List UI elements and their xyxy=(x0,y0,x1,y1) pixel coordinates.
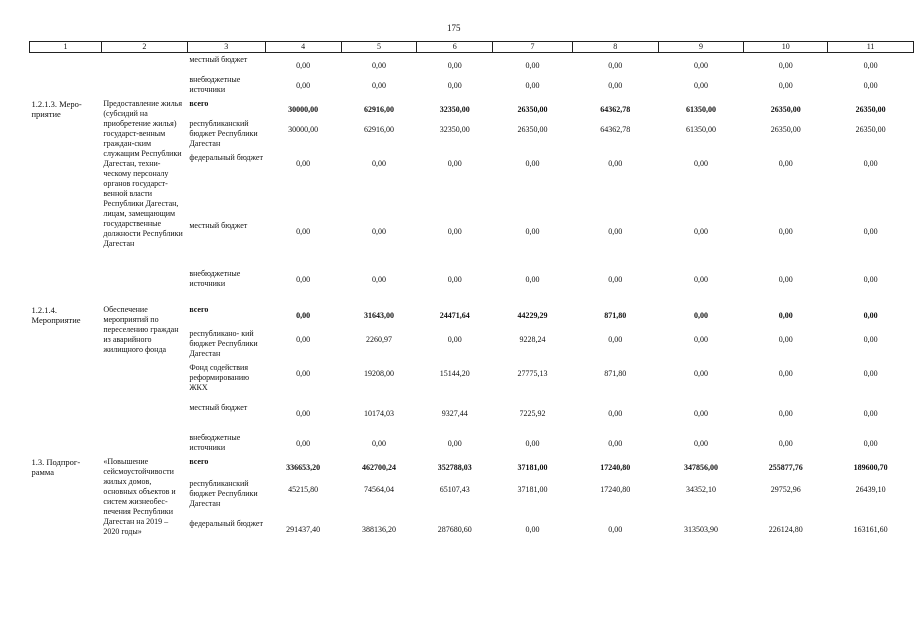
amount-cell: 0,00 xyxy=(778,335,793,344)
funding-source-cell: республиканский бюджет Республики Дагестан xyxy=(189,479,258,508)
amount-cell: 0,00 xyxy=(447,335,462,344)
funding-source-cell: всего xyxy=(189,305,209,314)
item-title-cell: Обеспечение мероприятий по переселению граждан из аварийного жилищного фонда xyxy=(103,305,179,354)
amount-cell: 30000,00 xyxy=(288,125,319,134)
amount-cell: 336653,20 xyxy=(286,463,321,472)
amount-cell: 37181,00 xyxy=(517,463,548,472)
amount-cell: 9327,44 xyxy=(441,409,468,418)
funding-source-cell: федеральный бюджет xyxy=(189,519,263,528)
amount-cell: 347856,00 xyxy=(684,463,719,472)
table-body xyxy=(30,53,914,548)
item-code-cell: 1.2.1.3. Меро-приятие xyxy=(31,99,82,119)
table-row xyxy=(30,455,914,477)
amount-cell: 0,00 xyxy=(694,409,709,418)
amount-cell: 0,00 xyxy=(778,81,793,90)
amount-cell: 26350,00 xyxy=(517,105,548,114)
amount-cell: 61350,00 xyxy=(686,105,717,114)
amount-cell: 0,00 xyxy=(525,61,540,70)
amount-cell: 26350,00 xyxy=(855,125,886,134)
amount-cell: 0,00 xyxy=(608,159,623,168)
amount-cell: 29752,96 xyxy=(770,485,801,494)
amount-cell: 0,00 xyxy=(694,335,709,344)
amount-cell: 0,00 xyxy=(778,439,793,448)
amount-cell: 0,00 xyxy=(447,159,462,168)
amount-cell: 226124,80 xyxy=(768,525,803,534)
amount-cell: 0,00 xyxy=(778,61,793,70)
amount-cell: 313503,90 xyxy=(684,525,719,534)
amount-cell: 0,00 xyxy=(296,61,311,70)
item-title-cell: «Повышение сейсмоустойчивости жилых домов, основных объектов и систем жизнеобес-печения Республики Дагестан на 2019 – 2020 годы» xyxy=(103,457,176,536)
amount-cell: 0,00 xyxy=(371,275,386,284)
funding-source-cell: федеральный бюджет xyxy=(189,153,263,162)
amount-cell: 0,00 xyxy=(371,159,386,168)
amount-cell: 0,00 xyxy=(296,227,311,236)
amount-cell: 0,00 xyxy=(863,311,878,320)
amount-cell: 0,00 xyxy=(778,275,793,284)
amount-cell: 9228,24 xyxy=(519,335,546,344)
amount-cell: 0,00 xyxy=(608,227,623,236)
item-title-cell xyxy=(101,53,187,98)
amount-cell: 0,00 xyxy=(525,227,540,236)
amount-cell: 0,00 xyxy=(694,275,709,284)
amount-cell: 32350,00 xyxy=(439,125,470,134)
amount-cell: 0,00 xyxy=(525,81,540,90)
amount-cell: 37181,00 xyxy=(517,485,548,494)
col-header-10: 10 xyxy=(744,42,828,53)
col-header-8: 8 xyxy=(572,42,658,53)
funding-source-cell: республикано- кий бюджет Республики Дагестан xyxy=(189,329,258,358)
amount-cell: 0,00 xyxy=(863,409,878,418)
funding-source-cell: Фонд содействия реформированию ЖКХ xyxy=(189,363,250,392)
amount-cell: 0,00 xyxy=(296,409,311,418)
amount-cell: 26350,00 xyxy=(770,125,801,134)
amount-cell: 0,00 xyxy=(371,227,386,236)
amount-cell: 0,00 xyxy=(608,335,623,344)
amount-cell: 0,00 xyxy=(608,439,623,448)
amount-cell: 0,00 xyxy=(525,159,540,168)
funding-source-cell: всего xyxy=(189,457,209,466)
table-row xyxy=(30,303,914,327)
col-header-5: 5 xyxy=(341,42,417,53)
amount-cell: 871,80 xyxy=(604,369,627,378)
budget-table xyxy=(29,41,914,547)
amount-cell: 189600,70 xyxy=(853,463,888,472)
amount-cell: 0,00 xyxy=(863,227,878,236)
col-header-1: 1 xyxy=(30,42,102,53)
amount-cell: 15144,20 xyxy=(439,369,470,378)
amount-cell: 0,00 xyxy=(694,311,709,320)
amount-cell: 0,00 xyxy=(863,81,878,90)
amount-cell: 0,00 xyxy=(296,335,311,344)
amount-cell: 0,00 xyxy=(778,159,793,168)
col-header-9: 9 xyxy=(658,42,744,53)
table-row xyxy=(30,97,914,117)
amount-cell: 27775,13 xyxy=(517,369,548,378)
amount-cell: 0,00 xyxy=(447,61,462,70)
amount-cell: 0,00 xyxy=(296,81,311,90)
amount-cell: 26439,10 xyxy=(855,485,886,494)
amount-cell: 0,00 xyxy=(371,81,386,90)
amount-cell: 388136,20 xyxy=(361,525,396,534)
amount-cell: 0,00 xyxy=(608,525,623,534)
amount-cell: 26350,00 xyxy=(855,105,886,114)
amount-cell: 10174,03 xyxy=(363,409,394,418)
amount-cell: 32350,00 xyxy=(439,105,470,114)
amount-cell: 74564,04 xyxy=(363,485,394,494)
amount-cell: 26350,00 xyxy=(517,125,548,134)
amount-cell: 0,00 xyxy=(371,61,386,70)
amount-cell: 871,80 xyxy=(604,311,627,320)
amount-cell: 61350,00 xyxy=(686,125,717,134)
amount-cell: 0,00 xyxy=(447,439,462,448)
item-code-cell xyxy=(30,53,102,98)
amount-cell: 0,00 xyxy=(694,159,709,168)
amount-cell: 0,00 xyxy=(863,275,878,284)
amount-cell: 30000,00 xyxy=(288,105,319,114)
amount-cell: 17240,80 xyxy=(600,485,631,494)
amount-cell: 2260,97 xyxy=(365,335,392,344)
amount-cell: 65107,43 xyxy=(439,485,470,494)
column-number-header xyxy=(30,42,914,53)
amount-cell: 0,00 xyxy=(525,525,540,534)
funding-source-cell: внебюджетные источники xyxy=(189,433,241,452)
funding-source-cell: местный бюджет xyxy=(189,221,248,230)
amount-cell: 45215,80 xyxy=(288,485,319,494)
amount-cell: 0,00 xyxy=(296,275,311,284)
amount-cell: 0,00 xyxy=(296,311,311,320)
amount-cell: 0,00 xyxy=(863,439,878,448)
amount-cell: 0,00 xyxy=(608,409,623,418)
amount-cell: 0,00 xyxy=(778,409,793,418)
amount-cell: 0,00 xyxy=(608,81,623,90)
amount-cell: 0,00 xyxy=(447,227,462,236)
amount-cell: 0,00 xyxy=(694,369,709,378)
amount-cell: 64362,78 xyxy=(600,125,631,134)
funding-source-cell: республиканский бюджет Республики Дагестан xyxy=(189,119,258,148)
amount-cell: 44229,29 xyxy=(517,311,548,320)
amount-cell: 0,00 xyxy=(525,275,540,284)
col-header-11: 11 xyxy=(828,42,914,53)
col-header-4: 4 xyxy=(265,42,341,53)
amount-cell: 0,00 xyxy=(694,81,709,90)
amount-cell: 0,00 xyxy=(296,369,311,378)
amount-cell: 31643,00 xyxy=(363,311,394,320)
amount-cell: 352788,03 xyxy=(437,463,472,472)
amount-cell: 0,00 xyxy=(296,159,311,168)
item-code-cell: 1.2.1.4. Мероприятие xyxy=(31,305,81,325)
amount-cell: 0,00 xyxy=(863,159,878,168)
col-header-7: 7 xyxy=(493,42,573,53)
amount-cell: 0,00 xyxy=(694,61,709,70)
amount-cell: 0,00 xyxy=(371,439,386,448)
amount-cell: 287680,60 xyxy=(437,525,472,534)
col-header-3: 3 xyxy=(187,42,265,53)
amount-cell: 0,00 xyxy=(608,61,623,70)
amount-cell: 0,00 xyxy=(778,227,793,236)
amount-cell: 163161,60 xyxy=(853,525,888,534)
amount-cell: 0,00 xyxy=(525,439,540,448)
amount-cell: 0,00 xyxy=(447,275,462,284)
amount-cell: 34352,10 xyxy=(686,485,717,494)
item-title-cell: Предоставление жилья (субсидий на приобретение жилья) государст-венным граждан-ским служащим Республики Дагестан, техни-ческому персоналу органов государст-венной власти Республики Дагестан, лицам, замещающим государственные должности Республики Дагестан xyxy=(103,99,183,248)
amount-cell: 0,00 xyxy=(296,439,311,448)
amount-cell: 26350,00 xyxy=(770,105,801,114)
amount-cell: 7225,92 xyxy=(519,409,546,418)
amount-cell: 64362,78 xyxy=(600,105,631,114)
amount-cell: 462700,24 xyxy=(361,463,396,472)
amount-cell: 24471,64 xyxy=(439,311,470,320)
amount-cell: 0,00 xyxy=(694,439,709,448)
amount-cell: 19208,00 xyxy=(363,369,394,378)
amount-cell: 0,00 xyxy=(608,275,623,284)
amount-cell: 0,00 xyxy=(778,369,793,378)
amount-cell: 62916,00 xyxy=(363,125,394,134)
col-header-6: 6 xyxy=(417,42,493,53)
funding-source-cell: местный бюджет xyxy=(189,403,248,412)
funding-source-cell: местный бюджет xyxy=(189,55,248,64)
amount-cell: 0,00 xyxy=(863,61,878,70)
funding-source-cell: внебюджетные источники xyxy=(189,75,241,94)
amount-cell: 0,00 xyxy=(447,81,462,90)
amount-cell: 0,00 xyxy=(694,227,709,236)
item-code-cell: 1.3. Подпрог-рамма xyxy=(31,457,81,477)
funding-source-cell: внебюджетные источники xyxy=(189,269,241,288)
amount-cell: 0,00 xyxy=(863,335,878,344)
page-number: 175 xyxy=(447,23,461,33)
amount-cell: 291437,40 xyxy=(286,525,321,534)
amount-cell: 255877,76 xyxy=(768,463,803,472)
table-row xyxy=(30,53,914,74)
col-header-2: 2 xyxy=(101,42,187,53)
amount-cell: 17240,80 xyxy=(600,463,631,472)
amount-cell: 0,00 xyxy=(863,369,878,378)
amount-cell: 62916,00 xyxy=(363,105,394,114)
funding-source-cell: всего xyxy=(189,99,209,108)
amount-cell: 0,00 xyxy=(778,311,793,320)
